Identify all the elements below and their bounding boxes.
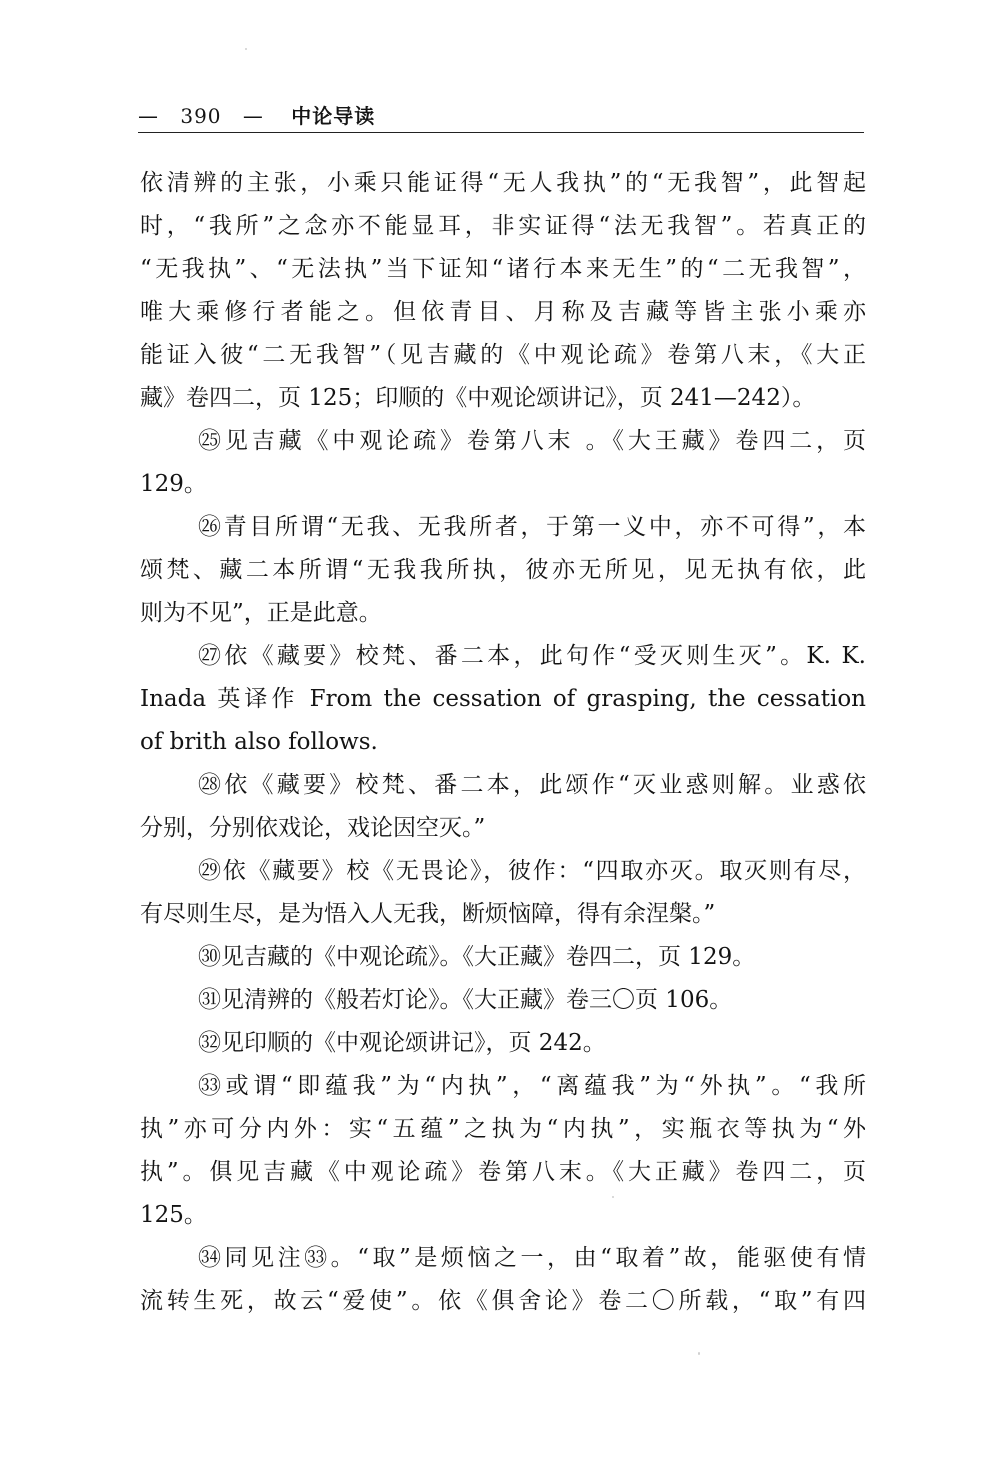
text-line: 时，“我所”之念亦不能显耳，非实证得“法无我智”。若真正的: [140, 213, 866, 239]
note-25-line: ㉕见吉藏《中观论疏》卷第八末 。《大王藏》卷四二，页: [198, 428, 866, 454]
note-34-line: ㉞同见注㉝。“取”是烦恼之一，由“取着”故，能驱使有情: [198, 1245, 866, 1271]
note-26-line: 则为不见”，正是此意。: [140, 600, 382, 626]
text-line: 唯大乘修行者能之。但依青目、月称及吉藏等皆主张小乘亦: [140, 299, 866, 325]
header-dash-right: —: [242, 104, 264, 128]
note-26-line: 颂梵、藏二本所谓“无我我所执，彼亦无所见，见无执有依，此: [140, 557, 866, 583]
note-26-line: ㉖青目所谓“无我、无我所者，于第一义中，亦不可得”，本: [198, 514, 866, 540]
note-33-line: 执”亦可分内外：实“五蕴”之执为“内执”，实瓶衣等执为“外: [140, 1116, 866, 1142]
note-31-line: ㉛见清辨的《般若灯论》。《大正藏》卷三〇页 106。: [198, 987, 733, 1013]
note-33-line: 125。: [140, 1202, 207, 1228]
scan-speck: [245, 48, 247, 50]
note-33-line: 执”。俱见吉藏《中观论疏》卷第八末。《大正藏》卷四二，页: [140, 1159, 866, 1185]
text-line: 藏》卷四二，页 125；印顺的《中观论颂讲记》，页 241—242）。: [140, 385, 816, 411]
running-header: [138, 100, 375, 129]
note-29-line: 有尽则生尽，是为悟入人无我，断烦恼障，得有余涅槃。”: [140, 901, 716, 927]
text-line: “无我执”、“无法执”当下证知“诸行本来无生”的“二无我智”，: [140, 256, 866, 282]
note-32-line: ㉜见印顺的《中观论颂讲记》，页 242。: [198, 1030, 606, 1056]
note-27-line: ㉗依《藏要》校梵、番二本，此句作“受灭则生灭”。K. K.: [198, 643, 866, 669]
page-number: 390: [180, 104, 222, 128]
scan-speck: [612, 1196, 614, 1198]
note-27-line: Inada 英译作 From the cessation of grasping, the cessation: [140, 686, 866, 712]
note-27-line: of brith also follows.: [140, 729, 378, 755]
book-title: 中论导读: [291, 104, 376, 128]
text-line: 能证入彼“二无我智”（见吉藏的《中观论疏》卷第八末，《大正: [140, 342, 866, 368]
note-28-line: ㉘依《藏要》校梵、番二本，此颂作“灭业惑则解。业惑依: [198, 772, 866, 798]
header-rule: [138, 132, 864, 133]
header-dash-left: —: [138, 104, 159, 128]
note-34-line: 流转生死，故云“爱使”。依《俱舍论》卷二〇所载，“取”有四: [140, 1288, 866, 1314]
note-29-line: ㉙依《藏要》校《无畏论》，彼作：“四取亦灭。取灭则有尽，: [198, 858, 866, 884]
note-25-line: 129。: [140, 471, 207, 497]
note-30-line: ㉚见吉藏的《中观论疏》。《大正藏》卷四二，页 129。: [198, 944, 756, 970]
note-28-line: 分别，分别依戏论，戏论因空灭。”: [140, 815, 486, 841]
text-line: 依清辨的主张，小乘只能证得“无人我执”的“无我智”，此智起: [140, 170, 866, 196]
scan-speck: [698, 1352, 700, 1355]
note-33-line: ㉝或谓“即蕴我”为“内执”，“离蕴我”为“外执”。“我所: [198, 1073, 866, 1099]
